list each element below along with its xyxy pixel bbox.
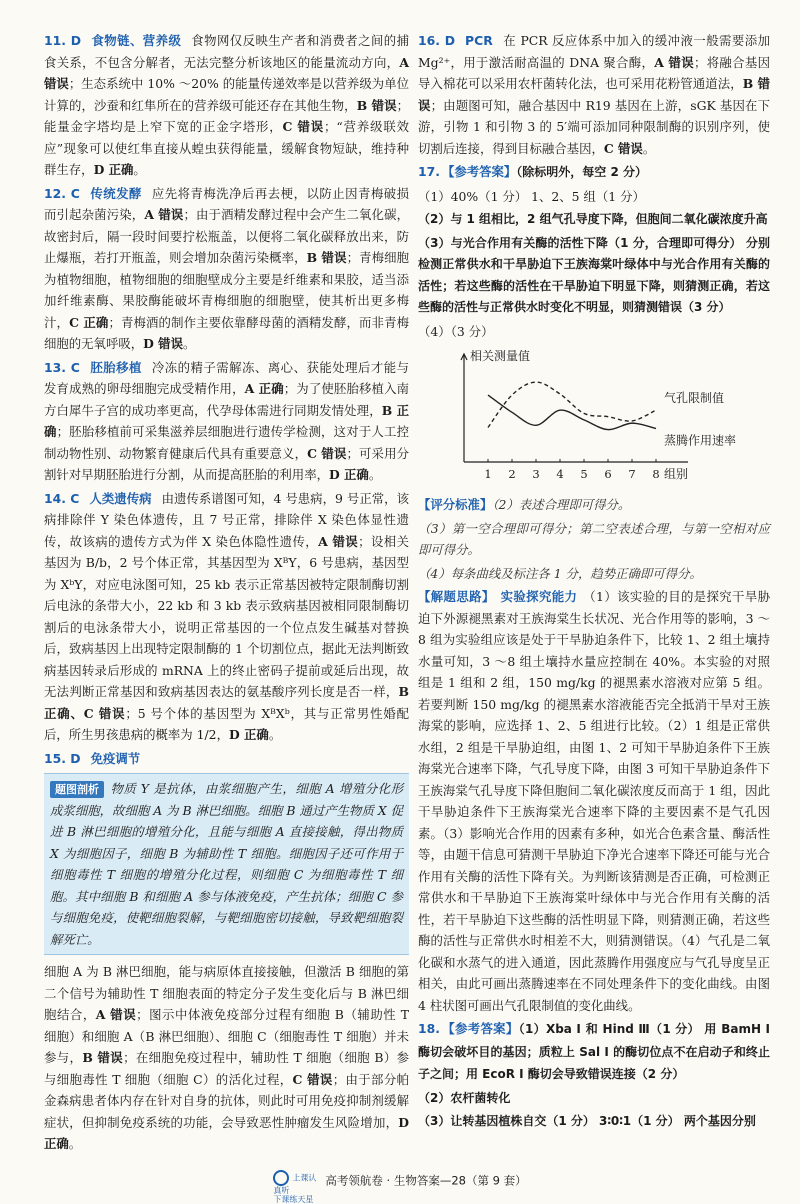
topic-tag: 人类遗传病 bbox=[89, 490, 152, 506]
judgment: D 正确 bbox=[93, 162, 134, 177]
logo-line2: 下课练天星 bbox=[273, 1195, 314, 1204]
text: ；可采用分割针对早期胚胎进行分割，从而提高胚胎的利用率， bbox=[44, 445, 409, 482]
text: ；由于酒精发酵过程中会产生二氧化碳，故密封后，隔一段时间要拧松瓶盖，以便将二氧化碳释放出来，防止爆瓶，若打开瓶盖，则会增加杂菌污染概率， bbox=[44, 207, 410, 265]
punct: 。 bbox=[182, 336, 196, 351]
text: 应先将青梅洗净后再去梗，以防止因青梅破损而引起杂菌污染， bbox=[44, 185, 410, 222]
judgment: A 错误 bbox=[95, 1007, 137, 1022]
topic-tag: PCR bbox=[465, 33, 493, 48]
text: 冷冻的精子需解冻、离心、获能处理后才能与发育成熟的卵母细胞完成受精作用， bbox=[44, 359, 410, 396]
figure-analysis-box bbox=[44, 773, 409, 955]
punct: 。 bbox=[68, 1136, 82, 1151]
text: ；“营养级联效应”现象可以使红隼直接从蝗虫获得能量，缓解食物短缺，维持种群生存， bbox=[44, 119, 409, 177]
judgment: C 正确 bbox=[69, 314, 109, 330]
figure-analysis-text: 物质 Y 是抗体，由浆细胞产生，细胞 A 增殖分化形成浆细胞，故细胞 A 为 B 淋巴细胞。细胞 B 通过产生物质 X 促进 B 淋巴细胞的增殖分化，且能与细胞 A 直接接触，得出物质 X 为细胞因子，细胞 B 为辅助性 T 细胞。细胞因子还可作用于细胞毒性 T 细胞的增殖分化过程，则细胞 C 为细胞毒性 T 细胞。其中细胞 B 和细胞 A 参与体液免疫，产生抗体；细胞 C 参与细胞免疫，使靶细胞裂解，与靶细胞密切接触，导致靶细胞裂解死亡。 bbox=[50, 781, 403, 947]
text: 食物网仅反映生产者和消费者之间的捕食关系，不包含分解者，无法完整分析该地区的能量流动方向， bbox=[44, 33, 410, 70]
x-axis-label: 组别 bbox=[664, 467, 689, 481]
answer-1: （1）Xba Ⅰ 和 Hind Ⅲ（1 分） 用 BamH Ⅰ 酶切会破坏目的基因；质粒上 Sal Ⅰ 的酶切位点不在启动子和终止子之间；用 EcoR Ⅰ 酶切会导致错误连接（2 分） bbox=[418, 1022, 771, 1081]
answer-2: （2）与 1 组相比，2 组气孔导度下降，但胞间二氧化碳浓度升高 bbox=[418, 212, 768, 226]
x-tick-label: 1 bbox=[484, 467, 492, 481]
question-11 bbox=[44, 30, 409, 181]
text: 细胞 A 为 B 淋巴细胞，能与病原体直接接触，但激活 B 细胞的第二个信号为辅助性 T 细胞表面的特定分子发生变化后与 B 淋巴细胞结合， bbox=[44, 964, 409, 1022]
right-column bbox=[418, 30, 770, 1135]
judgment: A 错误 bbox=[44, 54, 409, 91]
scoring-1 bbox=[418, 494, 770, 516]
x-tick-label: 7 bbox=[628, 467, 636, 481]
text: ；在细胞免疫过程中，辅助性 T 细胞（细胞 B）参与细胞毒性 T 细胞（细胞 C）的活化过程， bbox=[44, 1050, 409, 1087]
logo-icon bbox=[273, 1170, 289, 1186]
punct: 。 bbox=[133, 162, 146, 177]
question-16 bbox=[418, 30, 770, 159]
text: ；5 号个体的基因型为 XᴮXᵇ，其与正常男性婚配后，所生男孩患病的概率为 1/2， bbox=[44, 705, 410, 742]
x-tick-label: 4 bbox=[556, 467, 564, 481]
question-number: 11. D bbox=[44, 33, 81, 48]
judgment: B 错误 bbox=[82, 1050, 124, 1065]
question-number: 15. D bbox=[44, 750, 81, 766]
scoring-2: （3）第一空合理即可得分；第二空表述合理，与第一空相对应即可得分。 bbox=[418, 520, 770, 557]
chart-labels bbox=[470, 348, 736, 481]
judgment: C 错误 bbox=[307, 445, 347, 461]
topic-tag: 免疫调节 bbox=[90, 750, 141, 766]
question-number: 17. bbox=[418, 164, 440, 179]
punct: 。 bbox=[268, 727, 282, 742]
x-tick-label: 6 bbox=[604, 467, 612, 481]
text: ；生态系统中 10% ～20% 的能量传递效率是以营养级为单位计算的，沙蚕和红隼所在的营养级可能还存在其他生物， bbox=[44, 76, 409, 113]
question-number: 12. C bbox=[44, 185, 80, 201]
question-15 bbox=[44, 748, 409, 1155]
text: ；能量金字塔均是上窄下宽的正金字塔形， bbox=[44, 97, 409, 134]
footer-text: 高考领航卷 · 生物答案—28（第 9 套） bbox=[325, 1173, 527, 1188]
chart-axes bbox=[461, 354, 688, 462]
judgment: A 错误 bbox=[144, 207, 184, 222]
text: ；图示中体液免疫部分过程有细胞 B（辅助性 T 细胞）和细胞 A（B 淋巴细胞）、细胞 C（细胞毒性 T 细胞）并未参与， bbox=[44, 1007, 409, 1065]
question-17 bbox=[418, 161, 770, 1016]
topic-tag: 食物链、营养级 bbox=[91, 33, 182, 48]
question-14 bbox=[44, 488, 409, 746]
text: ；将融合基因导入棉花可以采用农杆菌转化法，也可采用花粉管通道法， bbox=[418, 54, 771, 91]
text: ；由于部分帕金森病患者体内存在针对自身的抗体，则此时可用免疫抑制剂缓解症状，但抑制免疫系统的功能，会导致恶性肿瘤发生风险增加， bbox=[44, 1071, 410, 1130]
series-line-2 bbox=[488, 395, 656, 430]
judgment: D 错误 bbox=[143, 336, 183, 351]
score-note: （除标明外，每空 2 分） bbox=[516, 165, 648, 179]
logo-line1: 上课认真听 bbox=[273, 1173, 317, 1195]
x-tick-label: 5 bbox=[580, 467, 588, 481]
x-tick-label: 8 bbox=[652, 467, 660, 481]
idea-label: 【解题思路】 bbox=[418, 589, 495, 604]
left-column bbox=[44, 30, 409, 1157]
judgment: B 正确 bbox=[44, 402, 409, 439]
judgment: B 错误 bbox=[418, 76, 770, 113]
answer-label: 【参考答案】 bbox=[441, 164, 517, 179]
figure-analysis-tag: 题图剖析 bbox=[50, 781, 104, 798]
punct: 。 bbox=[642, 140, 656, 156]
topic-tag: 传统发酵 bbox=[89, 185, 142, 201]
scoring-3: （4）每条曲线及标注各 1 分，趋势正确即可得分。 bbox=[418, 565, 702, 581]
answer-header bbox=[418, 1018, 770, 1086]
text: ；青梅酒的制作主要依靠酵母菌的酒精发酵，而非青梅细胞的无氧呼吸， bbox=[44, 314, 409, 351]
idea-text: （1）该实验的目的是探究干旱胁迫下外源褪黑素对王族海棠生长状况、光合作用等的影响，3 ～8 组为实验组应该是处于干旱胁迫条件下，比较 1、2 组土壤持水量可知，3 ～8 组土壤持水量应控制在 40%。本实验的对照组是 1 组和 2 组，150 mg/kg 的褪黑素水溶液对应第 5 组。若要判断 150 mg/kg 的褪黑素水溶液能否完全抵消干旱对王族海棠的影响，应选择 1、2、5 组进行比较。（2）1 组是正常供水组，2 组是干旱胁迫组，由图 1、2 可知干旱胁迫条件下王族海棠光合速率下降，气孔导度下降，由图 3 可知干旱胁迫条件下王族海棠气孔导度下降但胞间二氧化碳浓度反而高于 1 组，因此干旱胁迫条件下王族海棠光合速率下降的主要因素不是气孔因素。（3）影响光合作用的因素有多种，如光合色素含量、酶活性等，由题干信息可猜测干旱胁迫下净光合速率下降还可能与光合作用有关酶的活性下降有关。为判断该猜测是否正确，可检测正常供水和干旱胁迫下王族海棠叶绿体中与光合作用有关酶的活性，若干旱胁迫下这些酶的活性明显下降，则猜测正确，若这些酶的活性与正常供水时相差不大，则猜测错误。（4）气孔是二氧化碳和水蒸气的进入通道，因此蒸腾作用强度应与气孔导度呈正相关，由此可画出蒸腾速率在不同处理条件下的变化曲线。由图 4 柱状图可画出气孔限制值的变化曲线。 bbox=[418, 589, 770, 1013]
question-number: 14. C bbox=[44, 490, 80, 506]
solution-idea bbox=[418, 586, 770, 1016]
question-18 bbox=[418, 1018, 770, 1133]
chart-series bbox=[488, 382, 656, 430]
question-13 bbox=[44, 357, 409, 486]
question-15-body bbox=[44, 961, 409, 1155]
text: ；为了使胚胎移植入南方白犀牛子宫的成功率更高，代孕母体需进行同期发情处理， bbox=[44, 381, 409, 418]
judgment: B 错误 bbox=[306, 250, 347, 265]
answer-label: 【参考答案】 bbox=[441, 1021, 519, 1036]
punct: 。 bbox=[368, 467, 382, 482]
answer-4: （4）（3 分） bbox=[418, 323, 494, 339]
text: ；由题图可知，融合基因中 R19 基因在上游，sGK 基因在下游，引物 1 和引物 3 的 5′端可添加同种限制酶的识别序列，使切割后连接，得到目标融合基因， bbox=[418, 97, 770, 156]
question-number: 18. bbox=[418, 1021, 440, 1036]
scoring-label: 【评分标准】 bbox=[418, 497, 493, 512]
question-number: 16. D bbox=[418, 33, 456, 48]
answer-header bbox=[418, 161, 770, 184]
judgment: B 错误 bbox=[356, 97, 397, 113]
y-axis-label: 相关测量值 bbox=[470, 349, 531, 363]
text: ；胚胎移植前可采集滋养层细胞进行遗传学检测，这对于人工控制动物性别、动物繁育健康后代具有重要意义， bbox=[44, 424, 410, 461]
x-tick-label: 2 bbox=[508, 467, 516, 481]
answer-2: （2）农杆菌转化 bbox=[418, 1090, 511, 1105]
answer-3: （3）让转基因植株自交（1 分） 3∶0∶1（1 分） 两个基因分别 bbox=[418, 1114, 756, 1128]
judgment: C 错误 bbox=[282, 119, 325, 134]
judgment: C 错误 bbox=[292, 1071, 333, 1087]
answer-1: （1）40%（1 分） 1、2、5 组（1 分） bbox=[418, 188, 645, 204]
question-number: 13. C bbox=[44, 359, 80, 375]
series-label-1: 气孔限制值 bbox=[664, 391, 725, 406]
publisher-logo bbox=[273, 1170, 319, 1204]
judgment: A 错误 bbox=[654, 54, 694, 70]
idea-tag: 实验探究能力 bbox=[500, 589, 578, 604]
text: 由遗传系谱图可知，4 号患病，9 号正常，该病排除伴 Y 染色体遗传，且 7 号正常，排除伴 X 染色体显性遗传，故该病的遗传方式为伴 X 染色体隐性遗传， bbox=[44, 490, 409, 549]
x-tick-label: 3 bbox=[532, 467, 540, 481]
judgment: B 正确、C 错误 bbox=[44, 684, 409, 721]
judgment: D 正确 bbox=[228, 727, 269, 742]
series-line-1 bbox=[488, 382, 656, 427]
text: ；设相关基因为 B/b，2 号个体正常，其基因型为 XᴮY，6 号患病，基因型为 XᵇY，对应电泳图可知，25 kb 表示正常基因被特定限制酶切割后电泳的条带大小，22 kb 和 3 kb 表示致病基因被相同限制酶切割后的电泳条带大小，说明正常基因的一个位点发生碱基对替换后，致病基因上出现特定限制酶的 1 个切割位点，据此无法判断致病基因转录后形成的 mRNA 上的终止密码子提前或延后出现，故无法判断正常基因和致病基因表达的氨基酸序列长度是否一样， bbox=[44, 533, 410, 699]
answer-3: （3）与光合作用有关酶的活性下降（1 分，合理即可得分） 分别检测正常供水和干旱胁迫下王族海棠叶绿体中与光合作用有关酶的活性；若这些酶的活性在干旱胁迫下明显下降，则猜测正确，若这些酶的活性与正常供水时变化不明显，则猜测错误（3 分） bbox=[418, 235, 770, 314]
question-12 bbox=[44, 183, 409, 355]
judgment: D 正确 bbox=[328, 467, 369, 482]
judgment: A 正确 bbox=[244, 381, 284, 396]
line-chart bbox=[418, 344, 770, 494]
judgment: A 错误 bbox=[318, 533, 359, 549]
text: 在 PCR 反应体系中加入的缓冲液一般需要添加 Mg²⁺，用于激活耐高温的 DNA 聚合酶， bbox=[418, 33, 770, 70]
topic-tag: 胚胎移植 bbox=[89, 359, 142, 375]
judgment: C 错误 bbox=[603, 140, 643, 156]
series-label-2: 蒸腾作用速率 bbox=[664, 433, 737, 448]
scoring-text: （2）表述合理即可得分。 bbox=[492, 497, 631, 512]
page-footer bbox=[0, 1170, 800, 1204]
judgment: D 正确 bbox=[44, 1114, 409, 1151]
text: ；青梅细胞为植物细胞，植物细胞的细胞壁成分主要是纤维素和果胶，适当添加纤维素酶、果胶酶能破坏青梅细胞的细胞壁，使其析出更多梅汁， bbox=[44, 250, 409, 330]
